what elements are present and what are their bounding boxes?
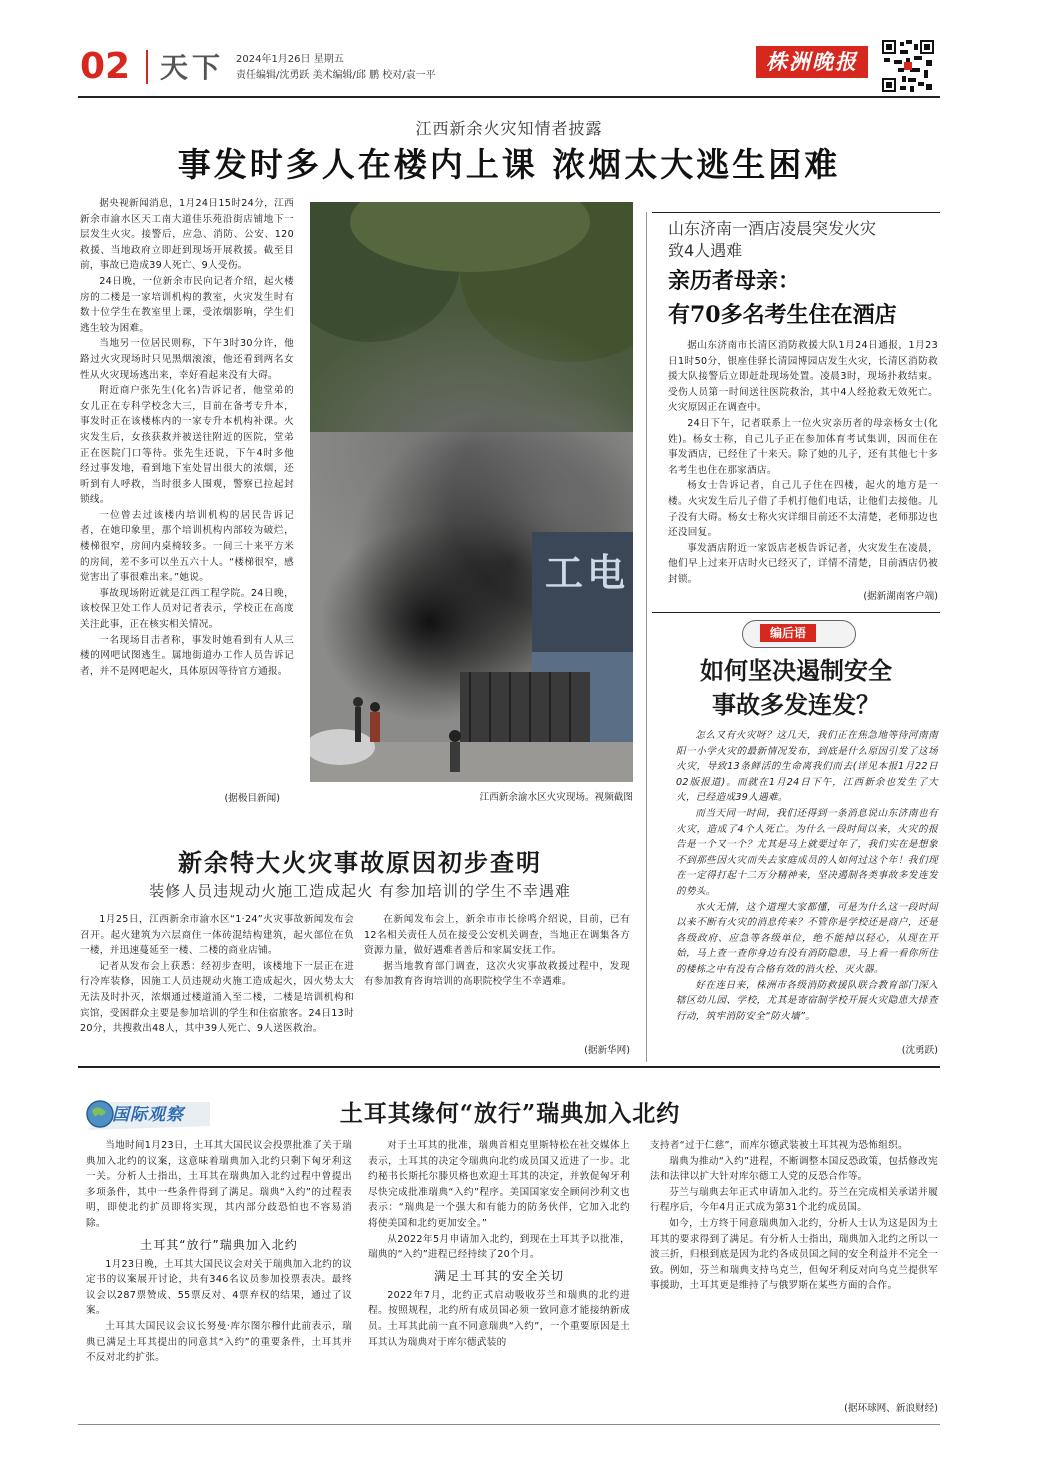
story2-headline-line: 亲历者母亲： — [668, 268, 801, 294]
story3-col1 — [80, 912, 354, 1037]
story4-subheading: 土耳其“放行”瑞典加入北约 — [140, 1237, 298, 1252]
story2-headline — [668, 264, 940, 332]
story2-body — [668, 338, 938, 588]
story4-paragraph: 土耳其大国民议会议长努曼·库尔图尔穆什此前表示，瑞典已满足土耳其提出的同意其“入约”的重要条件，土耳其并不反对北约扩张。 — [86, 1320, 352, 1364]
story3-source: (据新华网) — [584, 1045, 630, 1056]
story3-subhead: 装修人员违规动火施工造成起火 有参加培训的学生不幸遇难 — [149, 882, 571, 900]
story1-headline: 事发时多人在楼内上课 浓烟太大逃生困难 — [177, 145, 841, 184]
story4-headline: 土耳其缘何“放行”瑞典加入北约 — [339, 1100, 681, 1127]
masthead-rule — [78, 96, 940, 98]
story2-paragraph: 事发酒店附近一家饭店老板告诉记者，火灾发生在凌晨，他们早上过来开店时火已经灭了，详情不清楚，目前酒店仍被封锁。 — [668, 542, 938, 585]
section-name: 天下 — [160, 51, 225, 84]
editorial-paragraph: 而当天同一时间，我们还得到一条消息说山东济南也有火灾，造成了4个人死亡。为什么一段时间以来，火灾的报告是一个又一个？尤其是马上就要过年了，我们实在是想象不到那些因火灾而失去家庭成员的人如何过这个年！我们现在一定得打起十二万分精神来，坚决遏制各类事故多发连发的势头。 — [676, 807, 938, 897]
story1-kicker: 江西新余火灾知情者披露 — [415, 119, 603, 138]
newspaper-logo: 株洲晚报 — [756, 46, 868, 78]
story1-body — [80, 196, 294, 679]
story4-source: (据环球网、新浪财经) — [844, 1403, 938, 1414]
editorial-source: (沈勇跃) — [901, 1045, 938, 1056]
story1-paragraph: 据央视新闻消息，1月24日15时24分，江西新余市渝水区天工南大道佳乐苑沿街店铺地下一层发生火灾。接警后，应急、消防、公安、120救援、当地政府立即赶到现场开展救援。截至目前，事故已造成39人死亡、9人受伤。 — [80, 198, 294, 272]
page-bottom-rule — [78, 1424, 940, 1425]
editorial-paragraph: 怎么又有火灾呀？这几天，我们正在焦急地等待河南南阳一小学火灾的最新情况发布，到底是什么原因引发了这场火灾，导致13条鲜活的生命离我们而去(详见本报1月22日02版报道)。而就在1月24日下午，江西新余也发生了大火，已经造成39人遇难。 — [676, 730, 938, 804]
story1-paragraph: 一位曾去过该楼内培训机构的居民告诉记者，在她印象里，那个培训机构内部较为破烂，楼梯很窄，房间内桌椅较多。一间三十来平方米的房间，差不多可以坐五六十人。“楼梯很窄，感觉害出了事很难出来。”她说。 — [80, 509, 294, 584]
editorial-headline-line: 如何坚决遏制安全 — [700, 656, 892, 685]
story4-subheading: 满足土耳其的安全关切 — [433, 1268, 564, 1283]
story3-paragraph: 在新闻发布会上，新余市市长徐鸣介绍说，目前，已有12名相关责任人员在接受公安机关调查，当地正在调集各方资源力量，做好遇难者善后和家属安抚工作。 — [364, 914, 630, 957]
story1-paragraph: 当地另一位居民则称，下午3时30分许，他路过火灾现场时只见黑烟滚滚，他还看到两名女性从火灾现场逃出来，幸好看起来没有大碍。 — [80, 338, 294, 381]
fire-scene-photo — [310, 202, 633, 782]
editor-credits: 责任编辑/沈勇跃 美术编辑/邱 鹏 校对/袁一平 — [236, 70, 436, 81]
story3-col2 — [364, 912, 630, 990]
story4-paragraph: 从2022年5月申请加入北约，到现在土耳其予以批准，瑞典的“入约”进程已经持续了20个月。 — [368, 1233, 630, 1261]
qr-code — [880, 38, 936, 94]
story3-paragraph: 据当地教育部门调查，这次火灾事故救援过程中，发现有参加教育咨询培训的高职院校学生不幸遇难。 — [364, 960, 630, 988]
story4-col2 — [368, 1138, 630, 1350]
masthead-divider — [146, 50, 148, 84]
story1-paragraph: 一名现场目击者称，事发时她看到有人从三楼的网吧试图逃生。属地街道办工作人员告诉记者，并不是网吧起火，具体原因等待官方通报。 — [80, 634, 294, 677]
story4-paragraph: 当地时间1月23日，土耳其大国民议会投票批准了关于瑞典加入北约的议案，这意味着瑞典加入北约只剩下匈牙利这一关。分析人士指出，土耳其在瑞典加入北约过程中曾提出多项条件，其中一些条件得到了满足。瑞典“入约”的过程表明，即使北约扩员即将实现，其内部分歧恐怕也不容易消除。 — [86, 1140, 352, 1229]
story4-col3 — [650, 1138, 938, 1294]
story4-paragraph: 如今，土方终于同意瑞典加入北约，分析人士认为这是因为土耳其的要求得到了满足。有分析人士指出，瑞典加入北约之所以一波三折，归根到底是因为北约各成员国之间的安全利益并不完全一致。例如，芬兰和瑞典支持乌克兰，但匈牙利反对向乌克兰提供军事援助，土耳其更是维持了与俄罗斯在某些方面的合作。 — [650, 1217, 938, 1292]
editorial-tag-label: 编后语 — [760, 624, 816, 642]
story4-paragraph: 对于土耳其的批准，瑞典首相克里斯特松在社交媒体上表示，土耳其的决定令瑞典向北约成员国又近进了一步。北约秘书长斯托尔滕贝格也欢迎土耳其的决定，并敦促匈牙利尽快完成批准瑞典“入约”程序。美国国家安全顾问沙利文也表示：“瑞典是一个强大和有能力的防务伙伴，它加入北约将使美国和北约更加安全。” — [368, 1140, 630, 1229]
editorial-paragraph: 好在连日来，株洲市各级消防救援队联合教育部门深入辖区幼儿园、学校，尤其是寄宿制学校开展火灾隐患大排查行动，筑牢消防安全“防火墙”。 — [676, 979, 938, 1022]
column-rule — [646, 212, 647, 1062]
editorial-headline-line: 事故多发连发？ — [712, 690, 880, 719]
story4-paragraph: 芬兰与瑞典去年正式申请加入北约。芬兰在完成相关承诺并履行程序后，今年4月正式成为第31个北约成员国。 — [650, 1186, 938, 1214]
story4-col1 — [86, 1138, 352, 1366]
editorial-paragraph: 水火无情，这个道理大家都懂，可是为什么这一段时间以来不断有火灾的消息传来？不管你是学校还是商户，还是各级政府、应急等各级单位，绝不能掉以轻心，从现在开始，马上查一查你身边有没有消防隐患，马上看一看你所住的楼栋之中有没有合格有效的消火栓、灭火器。 — [676, 901, 938, 975]
page-number: 02 — [80, 46, 131, 87]
story1-paragraph: 附近商户张先生(化名)告诉记者，他堂弟的女儿正在专科学校念大三，目前在备考专升本，事发时正在该楼栋内的一家专升本机构补课。火灾发生后，女孩获救并被送往附近的医院，堂弟正在医院门口等待。张先生还说，下午4时多他经过事发地，看到地下室处冒出很大的浓烟，还听到有人呼救，当时很多人围观，警察已拉起封锁线。 — [80, 385, 294, 506]
editorial-body — [676, 728, 938, 1024]
issue-date: 2024年1月26日 星期五 — [236, 54, 344, 65]
building-sign-text: 工电 — [545, 551, 630, 595]
story3-paragraph: 1月25日，江西新余市渝水区“1·24”火灾事故新闻发布会召开。起火建筑为六层商住一体砖混结构建筑，起火部位在负一楼，并迅速蔓延至一楼、二楼的商业店铺。 — [80, 914, 354, 957]
story2-top-rule — [652, 212, 940, 213]
story2-paragraph: 杨女士告诉记者，自己儿子住在四楼，起火的地方是一楼。火灾发生后儿子借了手机打他们电话，让他们去接他。儿子没有大碍。杨女士称火灾详细目前还不太清楚，老师那边也还没回复。 — [668, 480, 938, 539]
story3-paragraph: 记者从发布会上获悉：经初步查明，该楼地下一层正在进行冷库装修，因施工人员违规动火施工造成起火，因火势太大无法及时扑灭，浓烟通过楼道涌入至二楼，二楼是培训机构和宾馆，受困群众主要是参加培训的学生和住宿旅客。24日13时20分，共搜救出48人，其中39人死亡、9人送医救治。 — [80, 960, 354, 1035]
editorial-headline — [652, 654, 940, 722]
story1-source: (据极目新闻) — [224, 793, 280, 804]
story1-paragraph: 事故现场附近就是江西工程学院。24日晚，该校保卫处工作人员对记者表示，学校正在高度关注此事，正在核实相关情况。 — [80, 587, 294, 631]
section-divider — [78, 1066, 940, 1068]
story2-kicker-line: 致4人遇难 — [668, 241, 743, 260]
story1-paragraph: 24日晚，一位新余市民向记者介绍，起火楼房的二楼是一家培训机构的教室，火灾发生时有数十位学生在教室里上课，受浓烟影响，学生们逃生较为困难。 — [80, 275, 294, 334]
story4-paragraph: 瑞典为推动“入约”进程，不断调整本国反恐政策，包括修改宪法和法律以扩大针对库尔德工人党的反恐合作等。 — [650, 1155, 938, 1183]
international-logo-text: 国际观察 — [112, 1105, 184, 1125]
story2-kicker — [668, 218, 938, 262]
story2-paragraph: 据山东济南市长清区消防救援大队1月24日通报，1月23日1时50分，银座佳驿长清园博园店发生火灾，长清区消防救援大队接警后立即赶赴现场处置。凌晨3时，现场扑救结束。受伤人员第一时间送往医院救治，其中4人经抢救无效死亡。火灾原因正在调查中。 — [668, 340, 938, 414]
story2-kicker-line: 山东济南一酒店凌晨突发火灾 — [668, 219, 877, 238]
story3-headline: 新余特大火灾事故原因初步查明 — [178, 848, 542, 877]
photo-caption: 江西新余渝水区火灾现场。视频截图 — [479, 792, 633, 803]
story2-bottom-rule — [652, 612, 940, 613]
story2-paragraph: 24日下午，记者联系上一位火灾亲历者的母亲杨女士(化姓)。杨女士称，自己儿子正在参加体育考试集训，因而住在事发酒店，已经住了十来天。除了她的儿子，还有其他七十多名考生也住在那家酒店。 — [668, 417, 938, 476]
story2-headline-line: 有70多名考生住在酒店 — [668, 302, 897, 328]
story4-paragraph: 2022年7月，北约正式启动吸收芬兰和瑞典的北约进程。按照规程，北约所有成员国必须一致同意才能接纳新成员。土耳其此前一直不同意瑞典“入约”，一个重要原因是土耳其认为瑞典对于库尔德武装的 — [368, 1289, 630, 1348]
story4-paragraph: 1月23日晚，土耳其大国民议会对关于瑞典加入北约的议定书的议案展开讨论，共有346名议员参加投票表决。最终议会以287票赞成、55票反对、4票弃权的结果，通过了议案。 — [86, 1258, 352, 1317]
story4-paragraph: 支持者“过于仁慈”，而库尔德武装被土耳其视为恐怖组织。 — [650, 1140, 908, 1151]
story2-source: (据新湖南客户端) — [863, 591, 938, 602]
